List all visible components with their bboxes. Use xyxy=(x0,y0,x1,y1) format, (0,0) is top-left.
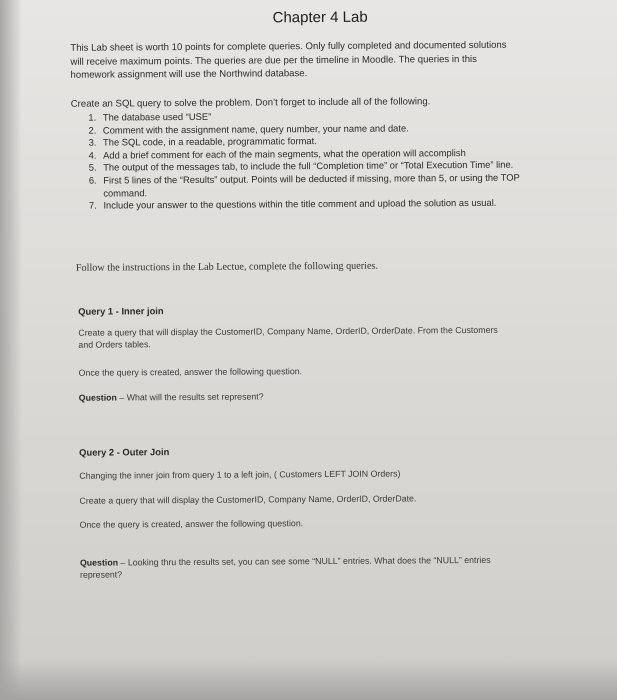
requirement-item: 2. Comment with the assignment name, query number, your name and date. xyxy=(99,121,539,137)
follow-instructions: Follow the instructions in the Lab Lectue, complete the following queries. xyxy=(75,260,379,274)
requirement-item: 6. First 5 lines of the “Results” output. Points will be deducted if missing, more than 5, or using the TOP command. xyxy=(99,171,539,199)
left-shadow xyxy=(0,0,22,700)
query1-question xyxy=(79,389,499,404)
query1-heading: Query 1 - Inner join xyxy=(78,305,164,317)
requirement-item: 1. The database used “USE” xyxy=(99,109,539,125)
query2-description: Create a query that will display the CustomerID, Company Name, OrderID, OrderDate. xyxy=(79,493,417,506)
requirements-list xyxy=(71,109,540,213)
question-text: – What will the results set represent? xyxy=(116,391,264,403)
query2-once-created: Once the query is created, answer the following question. xyxy=(79,518,304,530)
query2-change-text: Changing the inner join from query 1 to a left join, ( Customers LEFT JOIN Orders) xyxy=(79,468,401,481)
question-text: – Looking thru the results set, you can see some “NULL” entries. What does the “NULL” entries represent? xyxy=(79,554,491,580)
requirement-item: 7. Include your answer to the questions within the title comment and upload the solution as usual. xyxy=(99,197,539,213)
question-label: Question xyxy=(79,557,119,568)
query2-question xyxy=(80,554,500,581)
requirement-item: 5. The output of the messages tab, to include the full “Completion time” or “Total Execution Time” line. xyxy=(99,159,539,175)
lab-sheet-page xyxy=(40,0,605,700)
query2-heading: Query 2 - Outer Join xyxy=(79,446,170,458)
intro-paragraph: This Lab sheet is worth 10 points for complete queries. Only fully completed and documented solutions will receive maximum points. The queries are due per the timeline in Moodle. The queries in this homework assignment will use the Northwind database. xyxy=(70,39,507,81)
question-label: Question xyxy=(78,392,117,403)
requirement-item: 3. The SQL code, in a readable, programmatic format. xyxy=(99,134,539,150)
requirement-item: 4. Add a brief comment for each of the main segments, what the operation will accomplish xyxy=(99,146,539,162)
query1-once-created: Once the query is created, answer the following question. xyxy=(78,366,303,378)
create-query-heading: Create an SQL query to solve the problem. Don’t forget to include all of the following. xyxy=(70,96,431,110)
query1-description: Create a query that will display the CustomerID, Company Name, OrderID, OrderDate. From the Customers and Orders tables. xyxy=(78,324,498,350)
page-title: Chapter 4 Lab xyxy=(272,8,368,27)
